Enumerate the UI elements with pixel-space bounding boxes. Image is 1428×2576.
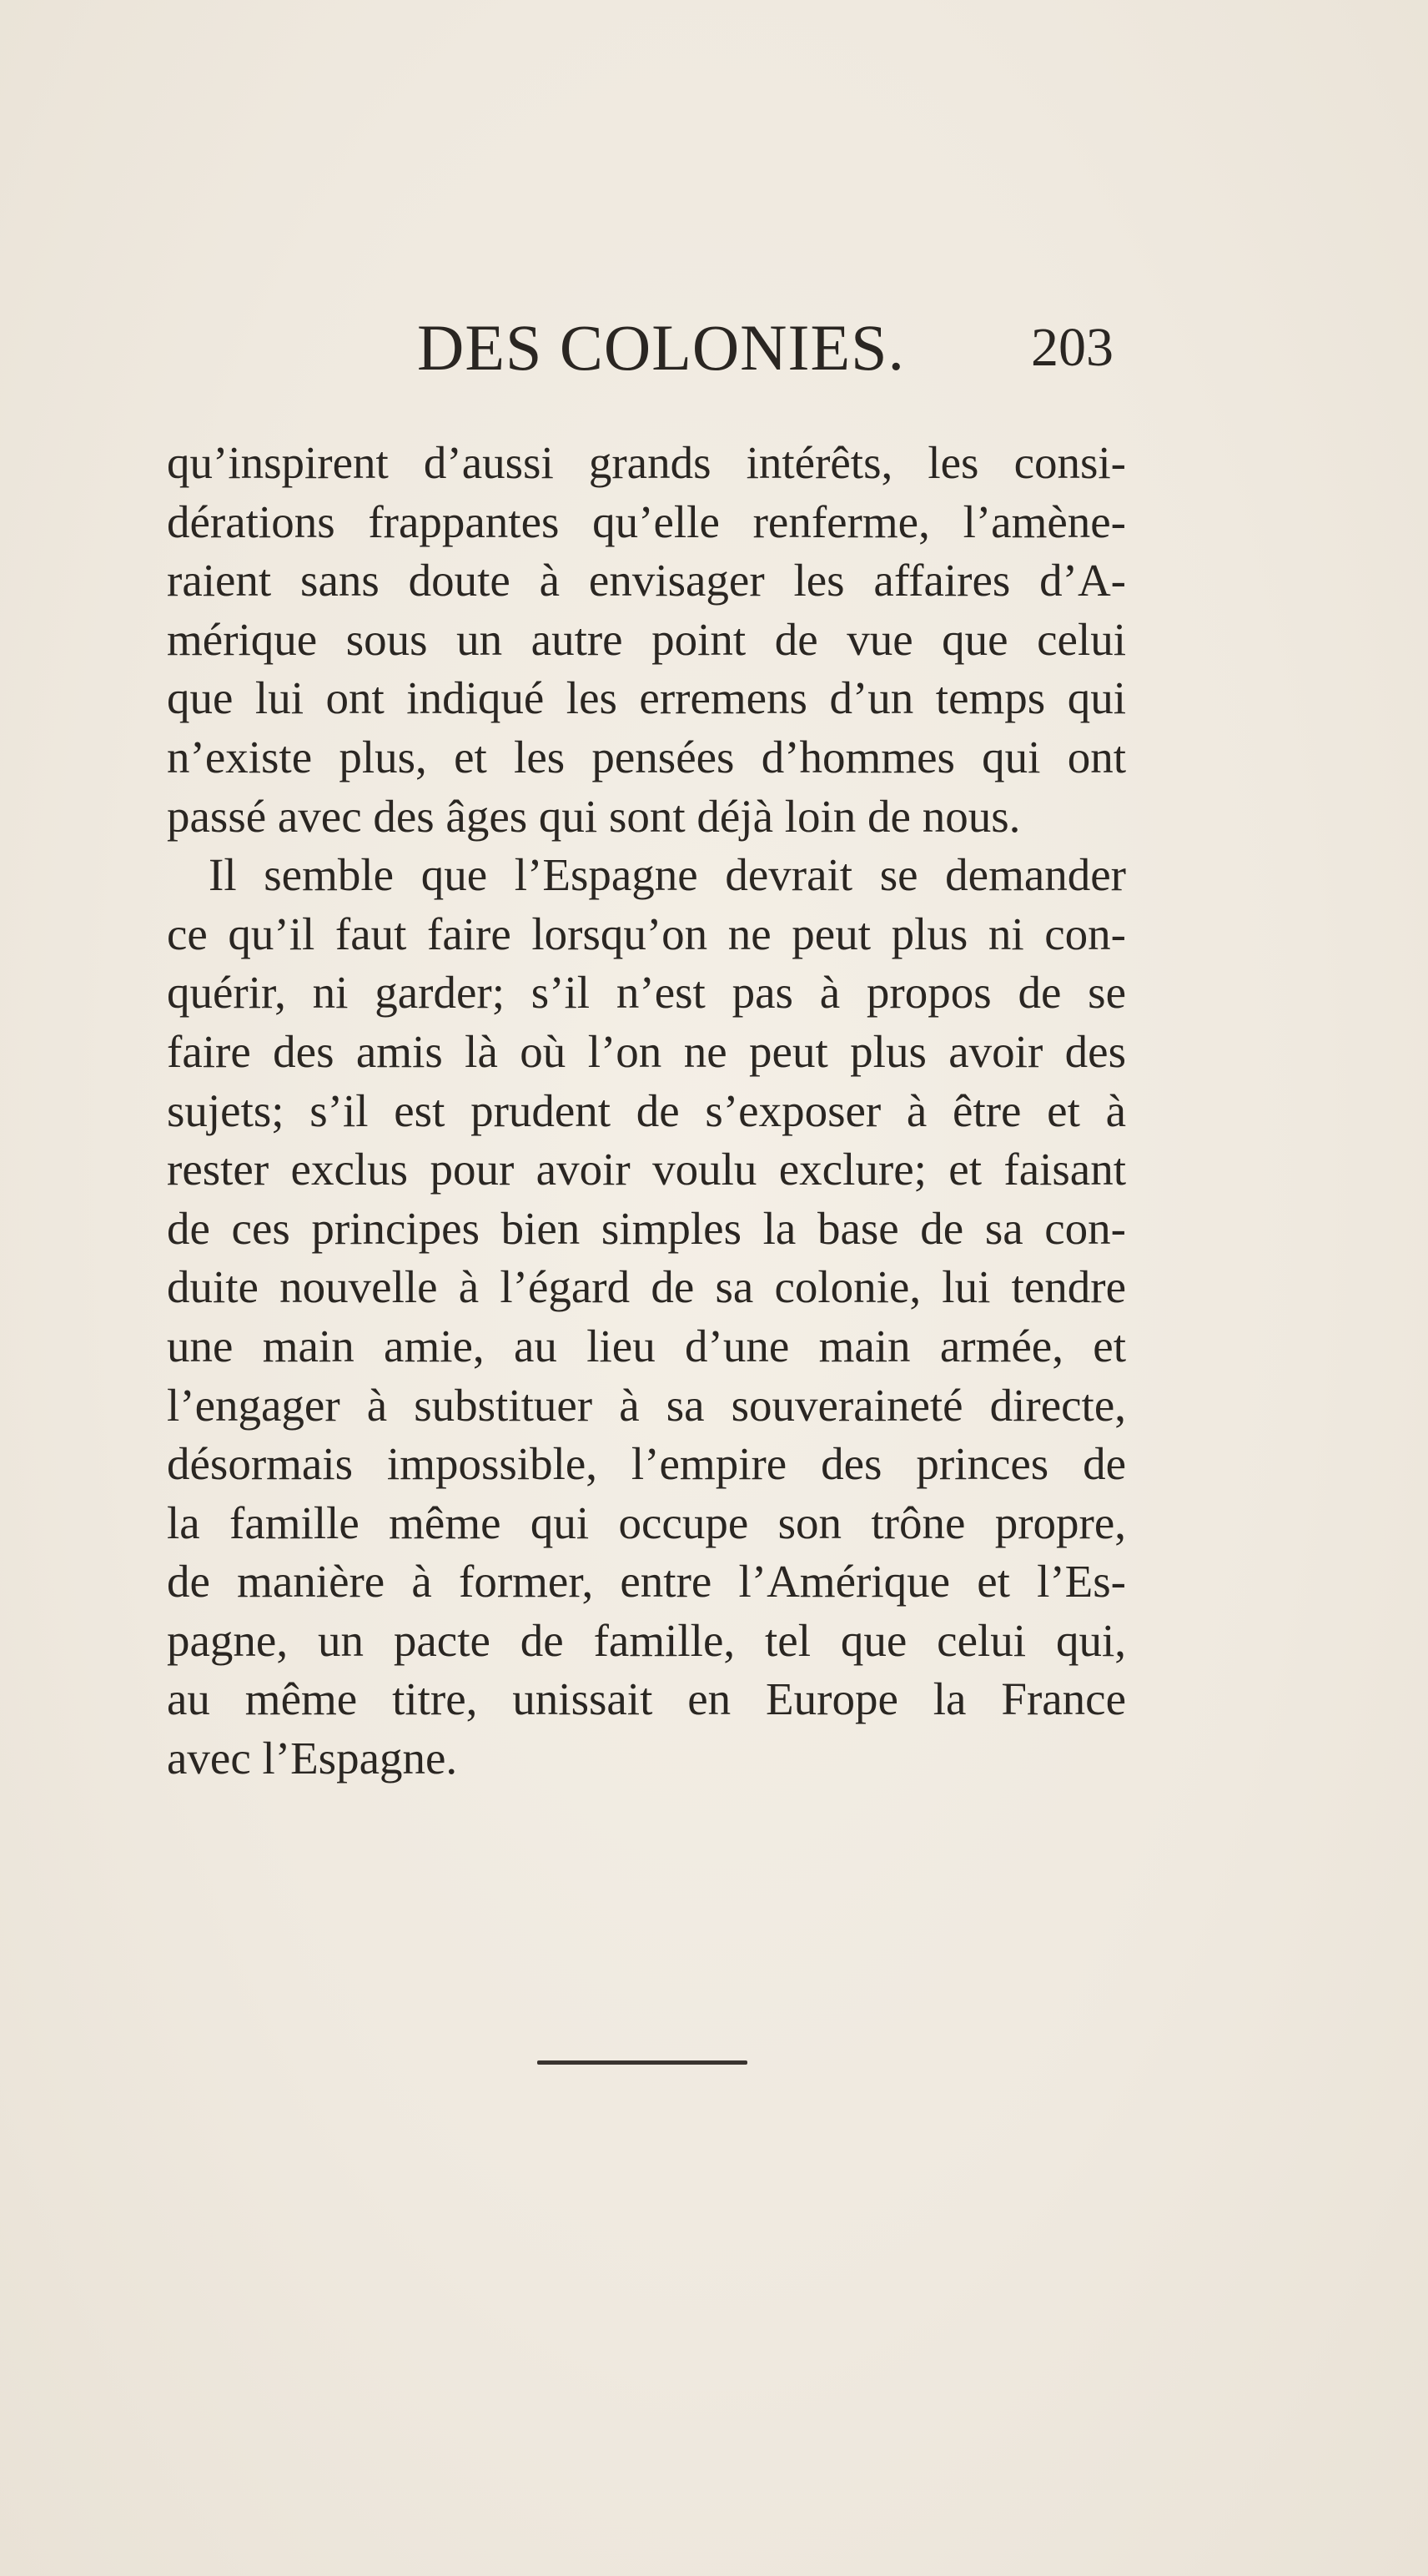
text-line: mérique sous un autre point de vue que celui <box>167 613 1126 665</box>
page-number: 203 <box>1031 317 1114 378</box>
text-line: passé avec des âges qui sont déjà loin de nous. <box>167 790 1021 842</box>
closing-rule <box>537 2060 747 2065</box>
text-line: de ces principes bien simples la base de sa con- <box>167 1202 1126 1254</box>
text-line: faire des amis là où l’on ne peut plus avoir des <box>167 1025 1126 1077</box>
text-line: que lui ont indiqué les erremens d’un temps qui <box>167 672 1126 724</box>
text-line: n’existe plus, et les pensées d’hommes qui ont <box>167 731 1126 782</box>
text-line: la famille même qui occupe son trône propre, <box>167 1497 1126 1548</box>
running-head <box>167 310 1168 385</box>
text-line: duite nouvelle à l’égard de sa colonie, lui tendre <box>167 1261 1126 1313</box>
text-line: avec l’Espagne. <box>167 1733 458 1784</box>
text-line: pagne, un pacte de famille, tel que celui qui, <box>167 1614 1126 1666</box>
text-line: rester exclus pour avoir voulu exclure; et faisant <box>167 1144 1126 1195</box>
text-line: raient sans doute à envisager les affaires d’A- <box>167 555 1126 606</box>
text-line: ce qu’il faut faire lorsqu’on ne peut plus ni con- <box>167 908 1126 959</box>
paragraph-start-line: Il semble que l’Espagne devrait se demander <box>209 849 1126 901</box>
body-text <box>167 434 1126 1789</box>
text-line: désormais impossible, l’empire des princes de <box>167 1438 1126 1490</box>
text-line: une main amie, au lieu d’une main armée, et <box>167 1320 1126 1371</box>
text-line: dérations frappantes qu’elle renferme, l’amène- <box>167 496 1126 547</box>
text-line: au même titre, unissait en Europe la France <box>167 1673 1126 1725</box>
text-line: de manière à former, entre l’Amérique et l’Es- <box>167 1556 1126 1607</box>
text-line: qu’inspirent d’aussi grands intérêts, les consi- <box>167 437 1126 488</box>
text-line: quérir, ni garder; s’il n’est pas à propos de se <box>167 967 1126 1019</box>
text-line: sujets; s’il est prudent de s’exposer à être et à <box>167 1084 1126 1136</box>
text-line: l’engager à substituer à sa souveraineté directe, <box>167 1379 1126 1431</box>
running-title: DES COLONIES. <box>417 311 906 384</box>
